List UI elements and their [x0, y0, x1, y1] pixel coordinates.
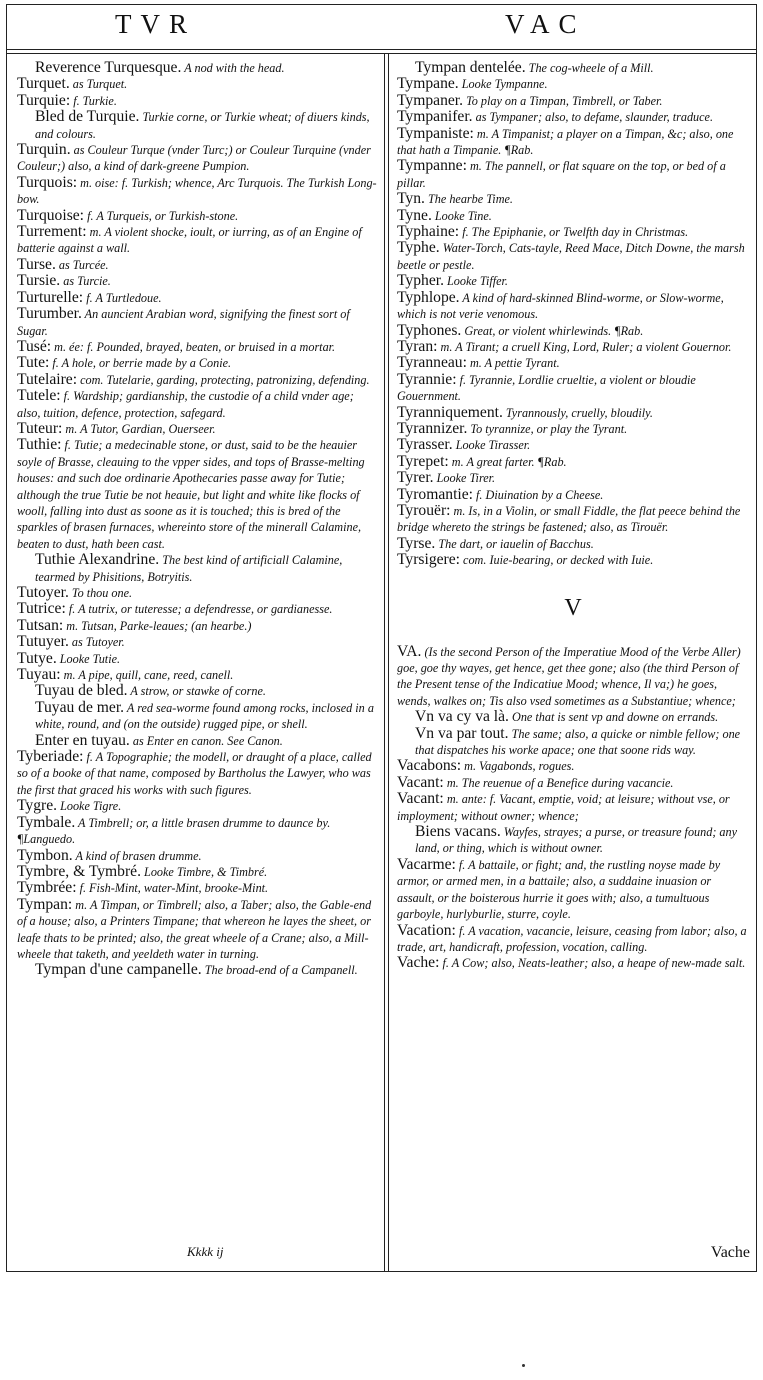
catchword: Vache	[710, 1244, 750, 1261]
headword: Tuyau de mer.	[35, 698, 125, 716]
headword: Vacant:	[397, 773, 444, 791]
definition: m. A Tutor, Gardian, Ouerseer.	[62, 421, 216, 436]
definition: m. ante: f. Vacant, emptie, void; at leisure; without vse, or imployment; without owner; whence;	[397, 792, 730, 823]
definition: f. A Topographie; the modell, or draught of a place, called so of a booke of that name, composed by Bartholus the Lawyer, who was the first that graced his works with such figures.	[17, 750, 372, 797]
definition: The same; also, a quicke or nimble fellow; one that dispatches his worke apace; one that soone rids way.	[415, 726, 741, 758]
dictionary-entry	[397, 758, 749, 774]
dictionary-entry	[397, 191, 749, 207]
headword: Biens vacans.	[415, 823, 501, 841]
dictionary-entry	[397, 709, 749, 725]
dictionary-entry	[17, 601, 379, 617]
dictionary-entry	[17, 306, 379, 339]
headword: Tymbre, & Tymbré.	[17, 862, 141, 880]
dictionary-entry	[17, 355, 379, 371]
headword: Tuyau:	[17, 666, 61, 684]
definition: The best kind of artificiall Calamine, tearmed by Phisitions, Botryitis.	[35, 553, 343, 584]
definition: f. A Turtledoue.	[83, 290, 162, 305]
headword: Vache:	[397, 954, 440, 972]
headword: Tympaniste:	[397, 124, 474, 142]
headword: Tyrouër:	[397, 501, 451, 519]
headword: Tyran:	[397, 337, 438, 355]
definition: f. A battaile, or fight; and, the rustling noyse made by armor, or armed men, in a battaile; also, a suddaine inuasion or assault, or the boisterous hurrie it goes with; also, a tumultuous garboyle, hurlyburlie, sturre, coyle.	[397, 857, 721, 922]
definition: com. Iuie-bearing, or decked with Iuie.	[460, 553, 654, 568]
definition: A nod with the head.	[181, 61, 285, 75]
dictionary-entry	[397, 290, 749, 323]
dictionary-entry	[397, 824, 749, 857]
headword: VA.	[397, 642, 422, 660]
dictionary-entry	[397, 405, 749, 421]
dictionary-entry	[17, 437, 379, 552]
headword: Tyranneau:	[397, 354, 467, 372]
dictionary-entry	[17, 109, 379, 142]
headword: Tymbon.	[17, 846, 73, 864]
headword: Turquoise:	[17, 206, 85, 224]
headword: Tympaner.	[397, 91, 464, 109]
headword: Tutelaire:	[17, 370, 78, 388]
headword: Turquin.	[17, 141, 71, 159]
dictionary-entry	[397, 487, 749, 503]
dictionary-entry	[17, 683, 379, 699]
dictionary-entry	[397, 208, 749, 224]
definition: To play on a Timpan, Timbrell, or Taber.	[463, 93, 663, 108]
definition: Looke Tigre.	[57, 799, 122, 814]
headword: Tyrer.	[397, 469, 434, 487]
dictionary-entry	[17, 897, 379, 963]
definition: f. A hole, or berrie made by a Conie.	[49, 356, 232, 371]
headword: Tuthie Alexandrine.	[35, 551, 160, 569]
headword: Tutuyer.	[17, 633, 69, 651]
headword: Tyrsigere:	[397, 551, 460, 569]
definition: m. A pettie Tyrant.	[466, 356, 560, 371]
definition: m. ée: f. Pounded, brayed, beaten, or bruised in a mortar.	[51, 339, 336, 354]
headword: Tutele:	[17, 387, 61, 405]
dictionary-entry	[397, 109, 749, 125]
definition: m. Is, in a Violin, or small Fiddle, the flat peece behind the bridge whereto the strings be fastened; also, as Tirouër.	[397, 503, 741, 535]
headword: Tuthie:	[17, 436, 62, 454]
headword: Typhlope.	[397, 288, 460, 306]
dictionary-entry	[17, 848, 379, 864]
definition: Turkie corne, or Turkie wheat; of diuers kinds, and colours.	[35, 110, 370, 141]
headword: Tyrannizer.	[397, 419, 468, 437]
headword: Tyrse.	[397, 534, 436, 552]
definition: f. Wardship; gardianship, the custodie of a child vnder age; also, tuition, defence, protection, safegard.	[17, 389, 354, 420]
definition: com. Tutelarie, garding, protecting, patronizing, defending.	[77, 372, 370, 387]
definition: f. Diuination by a Cheese.	[473, 487, 604, 502]
v-section-entries	[397, 644, 749, 972]
dictionary-entry	[17, 421, 379, 437]
headword: Vacation:	[397, 921, 456, 939]
definition: Tyrannously, cruelly, bloudily.	[502, 405, 653, 420]
definition: as Turcée.	[55, 257, 109, 272]
definition: Wayfes, strayes; a purse, or treasure found; any land, or thing, which is without owner.	[415, 825, 738, 856]
definition: m. Vagabonds, rogues.	[461, 759, 575, 774]
definition: Looke Tympanne.	[458, 77, 548, 92]
dictionary-entry	[17, 700, 379, 733]
definition: A red sea-worme found among rocks, inclosed in a white, round, and (on the outside) rugged pipe, or shell.	[35, 700, 374, 732]
dictionary-entry	[17, 733, 379, 749]
definition: A kind of brasen drumme.	[72, 848, 202, 863]
headword: Vacarme:	[397, 855, 456, 873]
headword: Tutye.	[17, 649, 57, 667]
dictionary-entry	[17, 290, 379, 306]
dictionary-entry	[17, 273, 379, 289]
headword: Bled de Turquie.	[35, 108, 140, 126]
dictionary-entry	[397, 955, 749, 971]
dictionary-entry	[397, 437, 749, 453]
definition: as Tutoyer.	[68, 635, 125, 650]
headword: Tympan dentelée.	[415, 59, 526, 76]
dictionary-entry	[397, 726, 749, 759]
headword: Tusé:	[17, 337, 52, 355]
headword: Tursie.	[17, 272, 61, 290]
definition: as Couleur Turque (vnder Turc;) or Couleur Turquine (vnder Couleur;) also, a kind of dark-greene Pumpion.	[17, 143, 371, 174]
definition: To tyrannize, or play the Tyrant.	[467, 421, 628, 436]
headword: Tymbrée:	[17, 879, 77, 897]
dictionary-entry	[17, 224, 379, 257]
headword: Tyn.	[397, 190, 425, 208]
headword: Tygre.	[17, 797, 58, 815]
dictionary-entry	[17, 880, 379, 896]
dictionary-entry	[397, 323, 749, 339]
dictionary-entry	[17, 372, 379, 388]
right-column	[397, 60, 749, 972]
definition: as Turquet.	[69, 77, 128, 92]
headword: Tympan:	[17, 895, 73, 913]
dictionary-entry	[17, 618, 379, 634]
headword: Typhe.	[397, 239, 440, 257]
definition: f. Turkie.	[70, 93, 117, 108]
definition: Looke Tiffer.	[443, 274, 508, 289]
header-rule-double	[7, 53, 756, 54]
headword: Tyromantie:	[397, 485, 473, 503]
definition: f. Tyrannie, Lordlie crueltie, a violent or bloudie Gouernment.	[397, 372, 696, 404]
headword: Turse.	[17, 255, 56, 273]
definition: f. The Epiphanie, or Twelfth day in Christmas.	[459, 225, 689, 240]
definition: Looke Tine.	[431, 208, 492, 223]
dictionary-entry	[17, 634, 379, 650]
dictionary-entry	[17, 962, 379, 978]
dictionary-entry	[397, 355, 749, 371]
dictionary-entry	[397, 923, 749, 956]
column-divider-double	[388, 53, 389, 1271]
definition: A kind of hard-skinned Blind-worme, or Slow-worme, which is not verie venomous.	[397, 290, 724, 322]
headword: Vn va par tout.	[415, 724, 509, 742]
definition: The dart, or iauelin of Bacchus.	[435, 536, 594, 551]
headword: Tympane.	[397, 75, 459, 93]
headword: Turquie:	[17, 91, 71, 109]
definition: Looke Tutie.	[56, 651, 121, 666]
definition: m. A Timpanist; a player on a Timpan, &c; also, one that hath a Timpanie. ¶Rab.	[397, 126, 734, 158]
headword: Turrement:	[17, 223, 87, 241]
definition: The hearbe Time.	[424, 192, 513, 207]
dictionary-entry	[397, 158, 749, 191]
dictionary-entry	[397, 791, 749, 824]
definition: f. A vacation, vacancie, leisure, ceasing from labor; also, a trade, art, handicraft, profession, vocation, calling.	[397, 923, 747, 954]
headword: Tymbale.	[17, 813, 76, 831]
dictionary-page	[6, 4, 757, 1272]
dictionary-entry	[397, 536, 749, 552]
dictionary-entry	[17, 667, 379, 683]
definition: m. oise: f. Turkish; whence, Arc Turquois. The Turkish Long-bow.	[17, 175, 377, 207]
definition: Looke Tirasser.	[452, 438, 531, 453]
headword: Tympan d'une campanelle.	[35, 961, 202, 979]
definition: f. Fish-Mint, water-Mint, brooke-Mint.	[76, 881, 269, 896]
left-column	[17, 60, 379, 979]
definition: One that is sent vp and downe on errands.	[508, 710, 719, 725]
dictionary-entry	[17, 749, 379, 798]
running-head	[7, 5, 756, 45]
definition: A Timbrell; or, a little brasen drumme to daunce by. ¶Languedo.	[17, 815, 331, 847]
definition: The cog-wheele of a Mill.	[525, 61, 654, 75]
dictionary-entry	[17, 864, 379, 880]
dictionary-entry	[17, 93, 379, 109]
headword: Vacant:	[397, 790, 444, 808]
running-head-right: VAC	[505, 9, 586, 39]
dictionary-entry	[17, 257, 379, 273]
dictionary-entry	[397, 775, 749, 791]
dictionary-entry	[17, 208, 379, 224]
definition: Great, or violent whirlewinds. ¶Rab.	[461, 323, 644, 338]
definition: m. A pipe, quill, cane, reed, canell.	[60, 668, 234, 683]
signature-mark: Kkkk ij	[187, 1244, 224, 1259]
dictionary-entry	[397, 470, 749, 486]
running-head-left: TVR	[115, 9, 196, 39]
definition: m. Tutsan, Parke-leaues; (an hearbe.)	[63, 618, 252, 633]
definition: m. A Tirant; a cruell King, Lord, Ruler; a violent Gouernor.	[437, 339, 732, 354]
dictionary-entry	[17, 552, 379, 585]
definition: m. The reuenue of a Benefice during vacancie.	[443, 775, 674, 790]
headword: Tyranniquement.	[397, 403, 503, 421]
definition: Looke Timbre, & Timbré.	[141, 864, 268, 879]
definition: Water-Torch, Cats-tayle, Reed Mace, Ditch Downe, the marsh beetle or pestle.	[397, 241, 745, 272]
headword: Enter en tuyau.	[35, 731, 130, 749]
definition: Looke Tirer.	[433, 471, 496, 486]
definition: An auncient Arabian word, signifying the finest sort of Sugar.	[17, 307, 350, 338]
headword: Turquet.	[17, 75, 70, 93]
dictionary-entry	[397, 224, 749, 240]
dictionary-entry	[397, 503, 749, 536]
definition: The broad-end of a Campanell.	[201, 963, 358, 978]
headword: Tuyau de bled.	[35, 682, 128, 700]
headword: Turumber.	[17, 305, 82, 323]
dictionary-entry	[17, 339, 379, 355]
dictionary-entry	[397, 60, 749, 76]
definition: m. A great farter. ¶Rab.	[448, 454, 567, 469]
headword: Typher.	[397, 272, 444, 290]
column-divider	[384, 53, 385, 1271]
dictionary-entry	[397, 273, 749, 289]
dictionary-entry	[397, 644, 749, 710]
headword: Tutoyer.	[17, 584, 69, 601]
definition: m. A violent shocke, ioult, or iurring, as of an Engine of batterie against a wall.	[17, 225, 362, 256]
headword: Tute:	[17, 354, 50, 372]
dictionary-entry	[397, 93, 749, 109]
headword: Tyberiade:	[17, 748, 84, 766]
dictionary-entry	[397, 552, 749, 568]
definition: as Enter en canon. See Canon.	[129, 733, 283, 748]
headword: Tyrasser.	[397, 436, 453, 454]
headword: Tutrice:	[17, 600, 66, 618]
definition: m. The pannell, or flat square on the top, or bed of a pillar.	[397, 159, 726, 190]
headword: Typhones.	[397, 321, 462, 339]
definition: f. Tutie; a medecinable stone, or dust, said to be the heauier soyle of Brasse, cleauing to the vpper sides, and tops of Brasse-melting houses: and such doe ordinarie Apothecaries passe away for Tutie; although the true Tutie be not heauie, but light and white like flocks of wooll, falling into dust as soone as it is touched; this is bred of the sparkles of brasen furnaces, whereinto store of the minerall Calamine, beaten to dust, hath been cast.	[17, 438, 365, 551]
dictionary-entry	[397, 126, 749, 159]
dictionary-entry	[397, 76, 749, 92]
definition: m. A Timpan, or Timbrell; also, a Taber; also, the Gable-end of a house; also, a Printers Timpane; that whereon he layes the sheet, or leafe thats to be printed; also, the great wheele of a Crane; also, a Mill-wheele that taketh, and yeeldeth water in turning.	[17, 897, 372, 961]
headword: Tutsan:	[17, 616, 64, 634]
dictionary-entry	[17, 388, 379, 421]
headword: Tympanifer.	[397, 108, 473, 126]
definition: f. A Cow; also, Neats-leather; also, a heape of new-made salt.	[439, 956, 746, 971]
headword: Reverence Turquesque.	[35, 59, 182, 76]
definition: f. A Turqueis, or Turkish-stone.	[84, 208, 239, 223]
dictionary-entry	[397, 454, 749, 470]
headword: Typhaine:	[397, 223, 460, 241]
definition: as Turcie.	[60, 274, 111, 289]
headword: Tyne.	[397, 206, 432, 224]
headword: Tyrannie:	[397, 370, 457, 388]
section-letter: V	[564, 594, 582, 621]
definition: To thou one.	[68, 586, 133, 600]
headword: Tympanne:	[397, 157, 467, 175]
dictionary-entry	[17, 798, 379, 814]
right-column-entries	[397, 60, 749, 569]
dictionary-entry	[17, 585, 379, 601]
headword: Vn va cy va là.	[415, 708, 509, 726]
definition: A strow, or stawke of corne.	[127, 684, 266, 699]
headword: Turquois:	[17, 173, 78, 191]
definition: as Tympaner; also, to defame, slaunder, traduce.	[472, 110, 714, 125]
dictionary-entry	[397, 857, 749, 923]
headword: Tyrepet:	[397, 452, 449, 470]
dictionary-entry	[397, 372, 749, 405]
dictionary-entry	[17, 651, 379, 667]
definition: f. A tutrix, or tuteresse; a defendresse, or gardianesse.	[65, 602, 333, 617]
dictionary-entry	[17, 815, 379, 848]
dictionary-entry	[17, 76, 379, 92]
headword: Vacabons:	[397, 757, 462, 775]
dictionary-entry	[397, 240, 749, 273]
header-rule	[7, 49, 756, 50]
dictionary-entry	[17, 142, 379, 175]
page-footer	[7, 1244, 756, 1268]
stray-mark	[522, 1364, 525, 1367]
definition: (Is the second Person of the Imperatiue Mood of the Verbe Aller) goe, goe thy wayes, get hence, get thee gone; also (the third Person of the Present tense of the Indicatiue Mood; whence, Il va;) he goes, wends, walkes on; Tis also vsed sometimes as a Substantiue; whence;	[397, 644, 741, 708]
dictionary-entry	[17, 175, 379, 208]
dictionary-entry	[17, 60, 379, 76]
headword: Tuteur:	[17, 419, 63, 437]
dictionary-entry	[397, 421, 749, 437]
dictionary-entry	[397, 339, 749, 355]
headword: Turturelle:	[17, 288, 84, 306]
